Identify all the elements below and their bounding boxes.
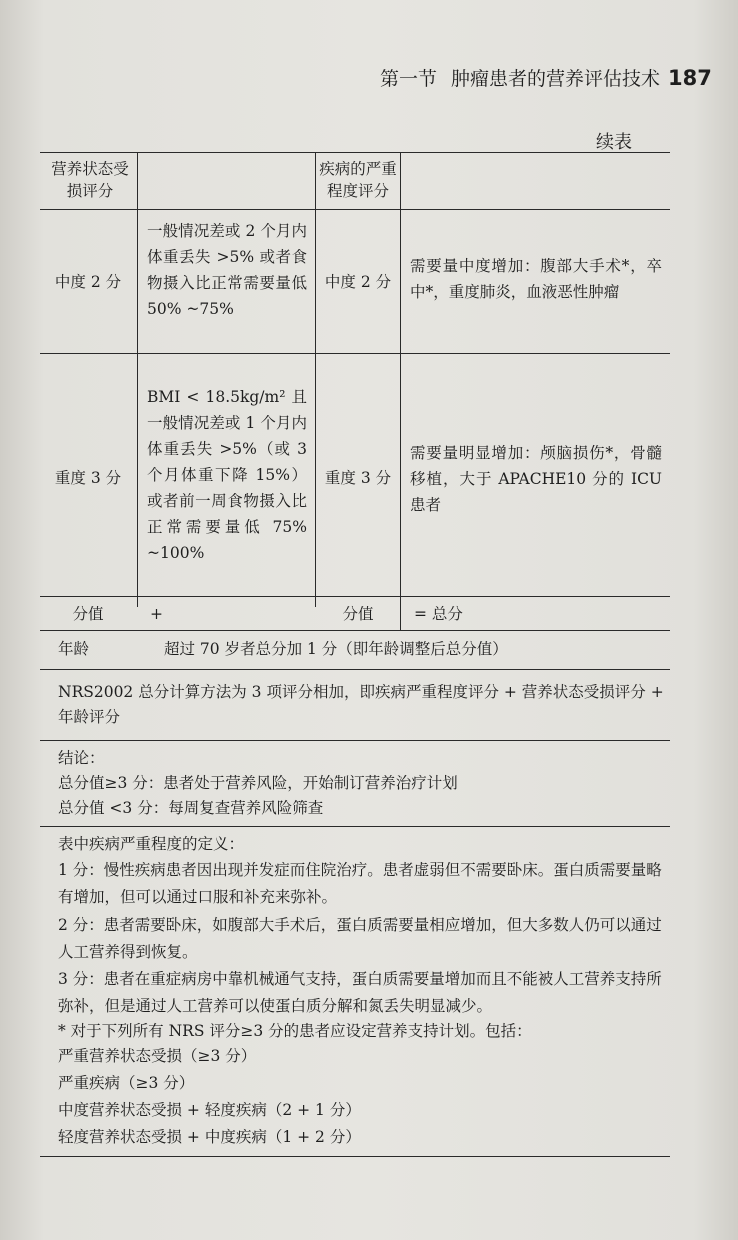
definition-p1: 1 分：慢性疾病患者因出现并发症而住院治疗。患者虚弱但不需要卧床。蛋白质需要量略有增加，但可以通过口服和补充来弥补。 xyxy=(58,861,662,906)
running-header xyxy=(380,64,720,91)
definition-item-2: 严重疾病（≥3 分） xyxy=(58,1074,195,1092)
conclusion-label: 结论： xyxy=(58,749,105,767)
score-label-2: 分值 xyxy=(342,605,374,623)
table-vline-2 xyxy=(315,152,316,607)
table-hline-header xyxy=(40,209,670,210)
row1-nutrition-desc: 一般情况差或 2 个月内体重丢失 >5% 或者食物摄入比正常需要量低 50% ~75% xyxy=(147,222,307,318)
definition-label: 表中疾病严重程度的定义： xyxy=(58,835,245,853)
conclusion-line-1: 总分值≥3 分：患者处于营养风险，开始制订营养治疗计划 xyxy=(58,774,458,792)
score-label-1: 分值 xyxy=(72,605,104,623)
table-vline-1 xyxy=(137,152,138,607)
table-hline-row2 xyxy=(40,596,670,597)
row1-disease-score: 中度 2 分 xyxy=(324,273,392,291)
row2-nutrition-desc: BMI < 18.5kg/m² 且一般情况差或 1 个月内体重丢失 >5%（或 3 个月体重下降 15%）或者前一周食物摄入比正常需要量低 75% ~100% xyxy=(147,388,307,562)
definition-note: * 对于下列所有 NRS 评分≥3 分的患者应设定营养支持计划。包括： xyxy=(58,1022,532,1040)
definition-item-1: 严重营养状态受损（≥3 分） xyxy=(58,1047,257,1065)
method-text: NRS2002 总分计算方法为 3 项评分相加，即疾病严重程度评分 + 营养状态受损评分 + 年龄评分 xyxy=(58,683,664,726)
col-header-disease: 疾病的严重程度评分 xyxy=(319,160,397,200)
row2-disease-desc: 需要量明显增加：颅脑损伤*，骨髓移植，大于 APACHE10 分的 ICU 患者 xyxy=(410,444,662,514)
age-label: 年龄 xyxy=(58,640,90,658)
row1-nutrition-score: 中度 2 分 xyxy=(54,273,122,291)
definition-p2: 2 分：患者需要卧床，如腹部大手术后，蛋白质需要量相应增加，但大多数人仍可以通过人工营养得到恢复。 xyxy=(58,916,662,961)
col-header-nutrition: 营养状态受损评分 xyxy=(51,160,129,200)
definition-item-4: 轻度营养状态受损 + 中度疾病（1 + 2 分） xyxy=(58,1128,361,1146)
table-vline-3 xyxy=(400,152,401,630)
continued-label: 续表 xyxy=(596,132,632,153)
method-rule xyxy=(40,740,670,741)
age-text: 超过 70 岁者总分加 1 分（即年龄调整后总分值） xyxy=(164,640,508,658)
row2-disease-score: 重度 3 分 xyxy=(324,469,392,487)
definition-item-3: 中度营养状态受损 + 轻度疾病（2 + 1 分） xyxy=(58,1101,361,1119)
score-value-2: = 总分 xyxy=(414,605,463,623)
conclusion-line-2: 总分值 <3 分：每周复查营养风险筛查 xyxy=(58,799,324,817)
conclusion-rule xyxy=(40,826,670,827)
age-rule xyxy=(40,669,670,670)
table-score-rule xyxy=(40,630,670,631)
header-section: 第一节 xyxy=(380,68,438,90)
header-title: 肿瘤患者的营养评估技术 xyxy=(451,68,661,90)
row1-disease-desc: 需要量中度增加：腹部大手术*，卒中*，重度肺炎，血液恶性肿瘤 xyxy=(410,257,662,301)
table-hline-row1 xyxy=(40,353,670,354)
page-number: 187 xyxy=(668,66,712,90)
definition-p3: 3 分：患者在重症病房中靠机械通气支持，蛋白质需要量增加而且不能被人工营养支持所弥补，但是通过人工营养可以使蛋白质分解和氮丢失明显减少。 xyxy=(58,970,662,1015)
row2-nutrition-score: 重度 3 分 xyxy=(54,469,122,487)
score-value-1: + xyxy=(150,605,163,623)
table-top-rule xyxy=(40,152,670,153)
table-bottom-rule xyxy=(40,1156,670,1157)
